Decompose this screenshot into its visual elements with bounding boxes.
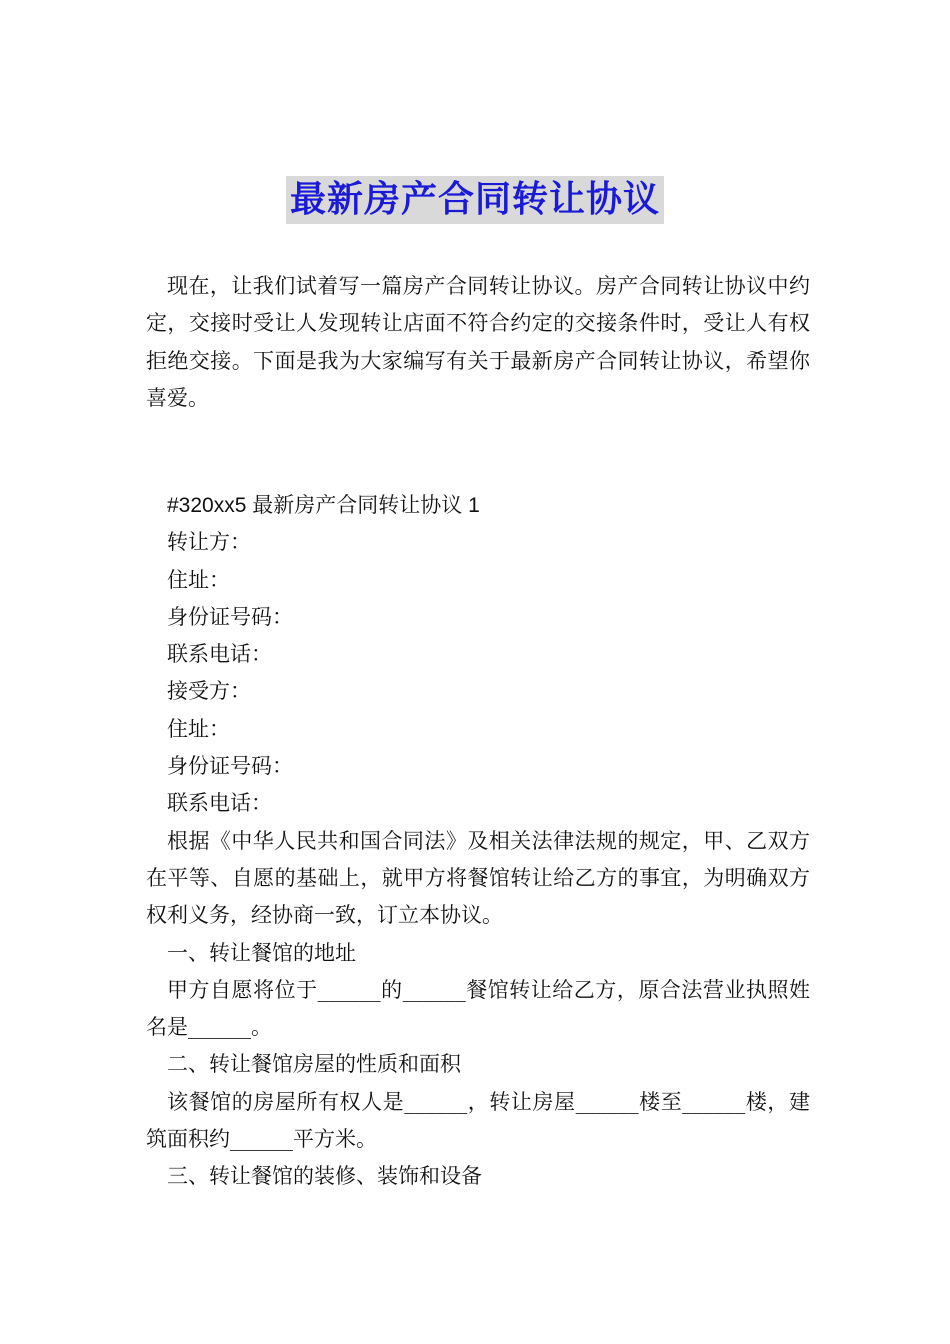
contract-section <box>146 487 810 1196</box>
article-3-heading: 三、转让餐馆的装修、装饰和设备 <box>167 1164 482 1189</box>
transferor-label: 转让方： <box>167 530 251 555</box>
transferor-id-number: 身份证号码： <box>167 604 293 629</box>
transferor-address: 住址： <box>167 567 230 592</box>
article-2-text: 该餐馆的房屋所有权人是______，转让房屋______楼至______楼，建筑面积约______平方米。 <box>146 1089 810 1152</box>
article-1-text: 甲方自愿将位于______的______餐馆转让给乙方，原合法营业执照姓名是______。 <box>146 977 810 1040</box>
document-title: 最新房产合同转让协议 <box>286 176 664 224</box>
article-1-heading: 一、转让餐馆的地址 <box>167 940 356 965</box>
contract-heading: #320xx5 最新房产合同转让协议 1 <box>167 494 480 517</box>
transferee-id-number: 身份证号码： <box>167 754 293 779</box>
article-2-heading: 二、转让餐馆房屋的性质和面积 <box>167 1052 461 1077</box>
transferee-label: 接受方： <box>167 679 251 704</box>
title-container <box>0 176 950 224</box>
transferor-phone: 联系电话： <box>167 642 272 667</box>
intro-paragraph: 现在，让我们试着写一篇房产合同转让协议。房产合同转让协议中约定，交接时受让人发现转让店面不符合约定的交接条件时，受让人有权拒绝交接。下面是我为大家编写有关于最新房产合同转让协议，希望你喜爱。 <box>146 274 810 410</box>
intro-section <box>146 268 810 417</box>
preamble-paragraph: 根据《中华人民共和国合同法》及相关法律法规的规定，甲、乙双方在平等、自愿的基础上，就甲方将餐馆转让给乙方的事宜，为明确双方权利义务，经协商一致，订立本协议。 <box>146 828 810 928</box>
transferee-phone: 联系电话： <box>167 791 272 816</box>
transferee-address: 住址： <box>167 716 230 741</box>
